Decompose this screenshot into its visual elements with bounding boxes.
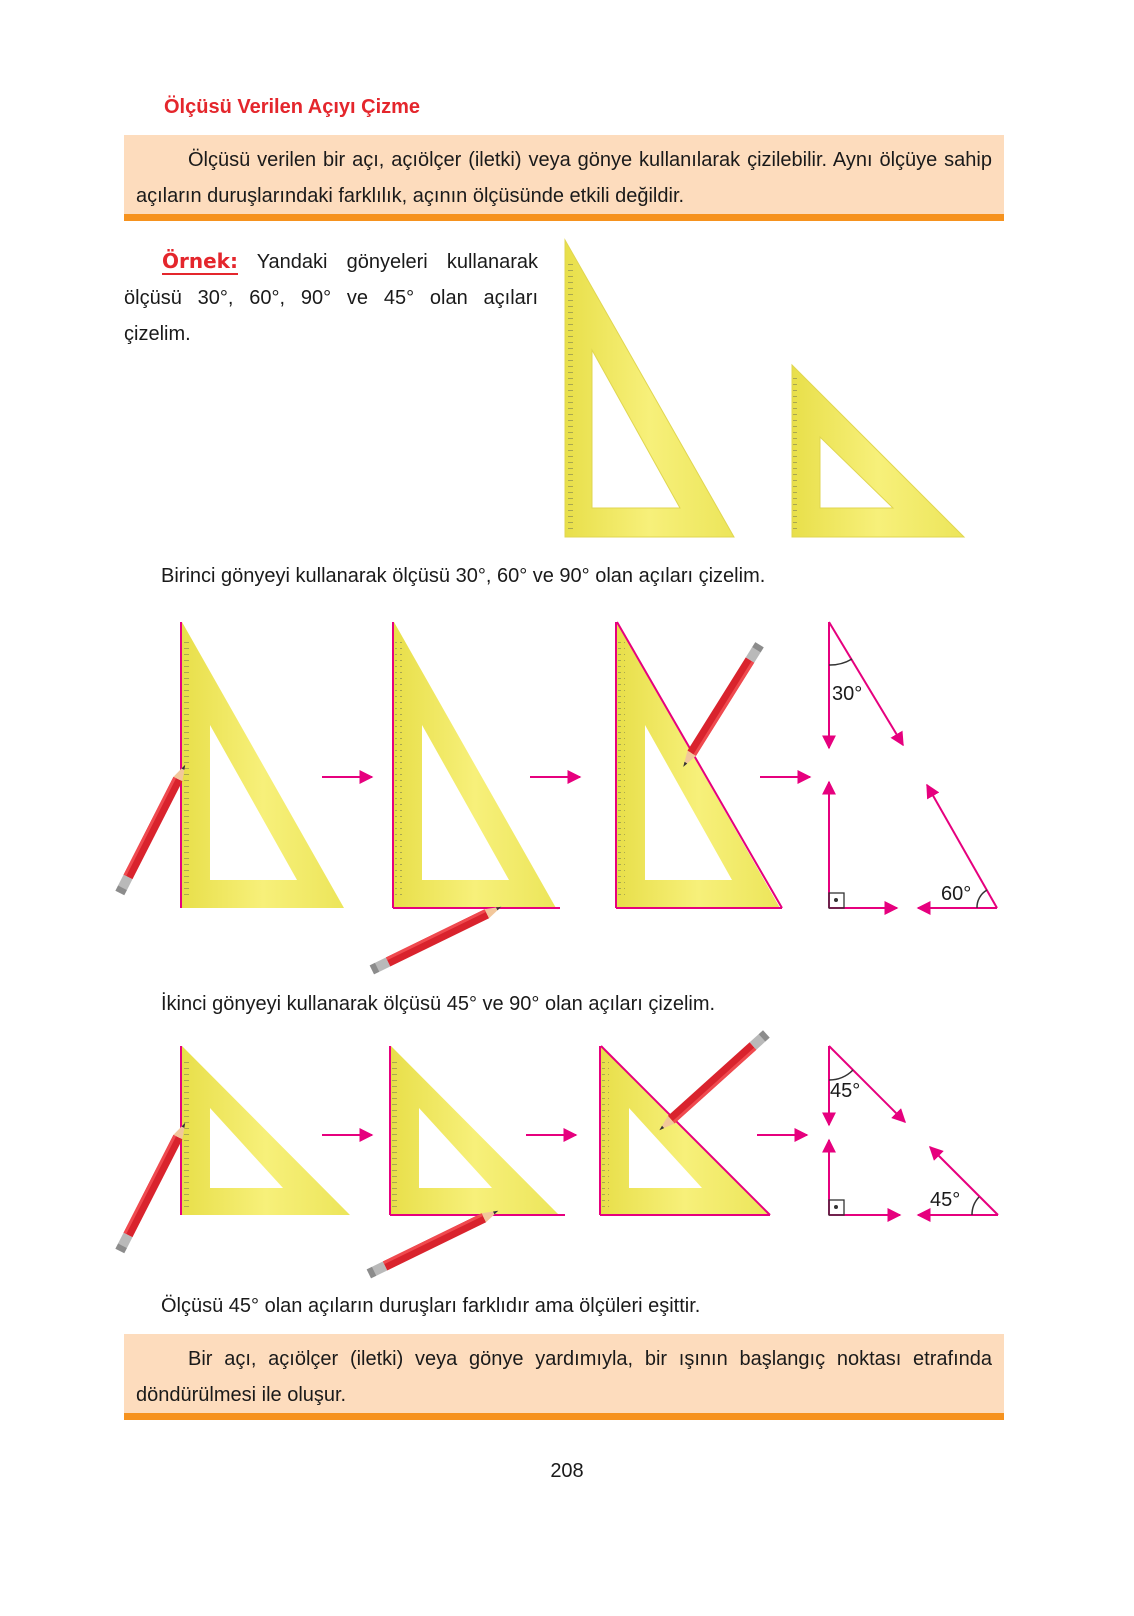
info-box-bottom-text: Bir açı, açıölçer (iletki) veya gönye yardımıyla, bir ışının başlangıç noktası etrafında döndürülmesi ile oluşur.: [136, 1348, 992, 1406]
row2-step1: [115, 1046, 350, 1253]
example-text: Yandaki gönyeleri kullanarak ölçüsü 30°, 60°, 90° ve 45° olan açıları çizelim.: [124, 251, 538, 345]
info-box-top: [124, 135, 1004, 221]
angle-label-45-top: 45°: [830, 1080, 861, 1102]
set-square-45: [792, 365, 964, 537]
row2-step2: [367, 1046, 565, 1278]
angle-label-60: 60°: [941, 883, 972, 905]
row1-step1: [115, 622, 344, 908]
row2-step3: [600, 1030, 770, 1215]
row1-step2: [370, 622, 560, 974]
conclusion-text: Ölçüsü 45° olan açıların duruşları farklıdır ama ölçüleri eşittir.: [161, 1295, 701, 1317]
row1-result-angles: [829, 622, 997, 908]
page-number: 208: [550, 1460, 584, 1482]
example-paragraph: [124, 243, 538, 352]
step2-text: İkinci gönyeyi kullanarak ölçüsü 45° ve 90° olan açıları çizelim.: [161, 993, 716, 1015]
angle-label-45-bottom: 45°: [930, 1189, 961, 1211]
example-label: Örnek:: [162, 249, 238, 273]
angle-label-30: 30°: [832, 683, 863, 705]
info-box-bottom: [124, 1334, 1004, 1420]
info-box-top-text: Ölçüsü verilen bir açı, açıölçer (iletki) veya gönye kullanılarak çizilebilir. Aynı ölçüye sahip açıların duruşlarındaki farklılık, açının ölçüsünde etkili değildir.: [136, 149, 992, 207]
set-square-30-60: [565, 240, 734, 537]
row2-result-angles: [829, 1046, 998, 1215]
step1-text: Birinci gönyeyi kullanarak ölçüsü 30°, 60° ve 90° olan açıları çizelim.: [161, 565, 766, 587]
section-title: Ölçüsü Verilen Açıyı Çizme: [164, 96, 421, 118]
row1-step3: [616, 622, 782, 908]
